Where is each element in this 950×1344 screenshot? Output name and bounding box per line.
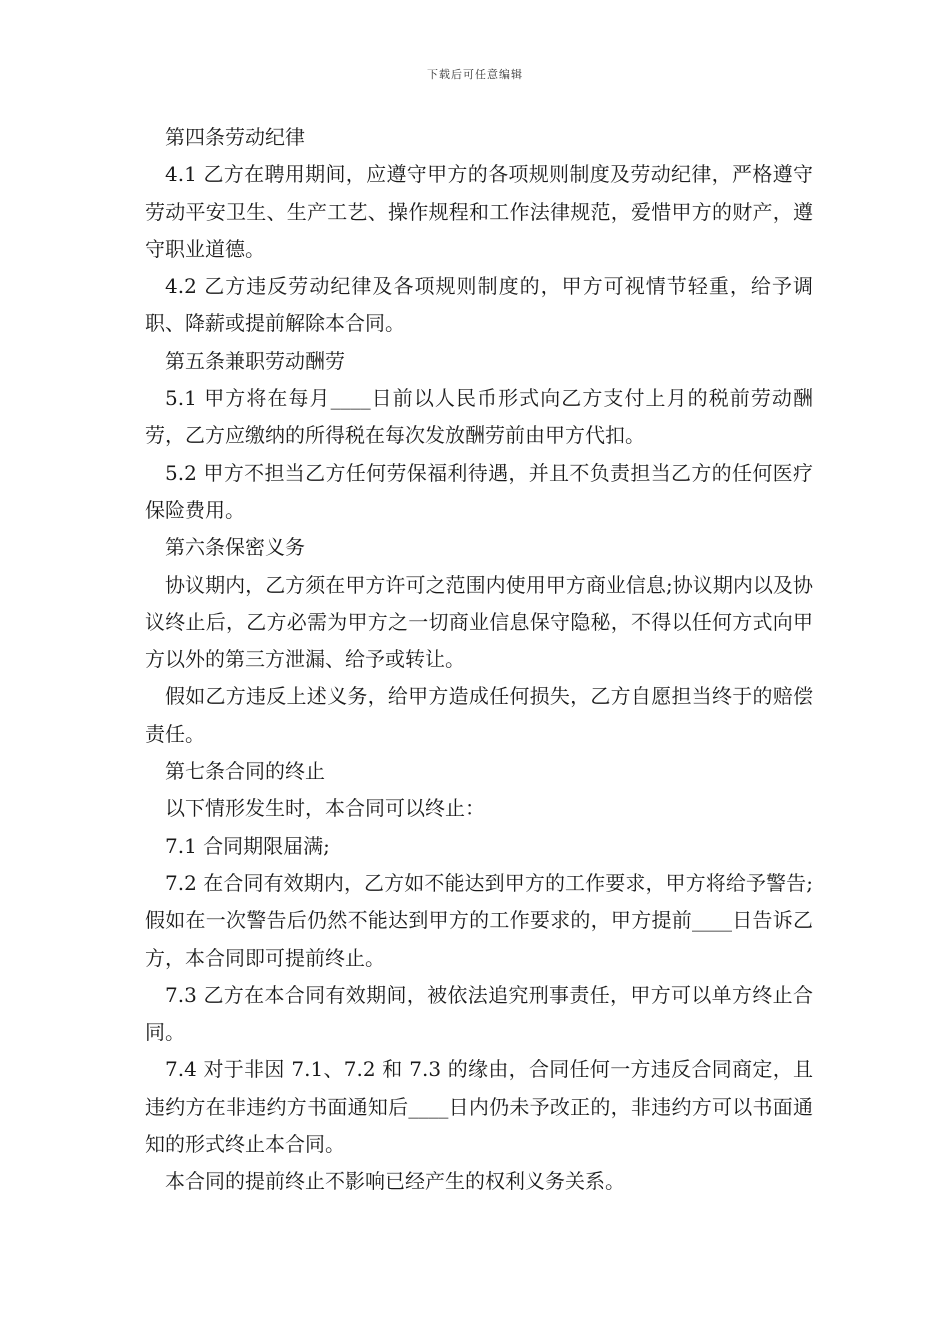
- clause-7-4: 7.4 对于非因 7.1、7.2 和 7.3 的缘由，合同任何一方违反合同商定，且违约方在非违约方书面通知后____日内仍未予改正的，非违约方可以书面通知的形式终止本合同。: [145, 1057, 813, 1157]
- article-6-heading: 第六条保密义务: [165, 535, 305, 560]
- article-5-heading: 第五条兼职劳动酬劳: [165, 348, 345, 373]
- termination-intro: 以下情形发生时，本合同可以终止：: [165, 796, 485, 821]
- page-header: 下载后可任意编辑: [427, 68, 523, 81]
- closing-paragraph: 本合同的提前终止不影响已经产生的权利义务关系。: [165, 1169, 625, 1194]
- document-body: [145, 119, 813, 1201]
- confidentiality-paragraph: 协议期内，乙方须在甲方许可之范围内使用甲方商业信息;协议期内以及协议终止后，乙方必需为甲方之一切商业信息保守隐秘，不得以任何方式向甲方以外的第三方泄漏、给予或转让。: [145, 572, 813, 672]
- article-7-heading: 第七条合同的终止: [165, 759, 325, 784]
- clause-7-1: 7.1 合同期限届满;: [165, 833, 330, 858]
- clause-4-2: 4.2 乙方违反劳动纪律及各项规则制度的，甲方可视情节轻重，给予调职、降薪或提前解除本合同。: [145, 274, 813, 336]
- article-4-heading: 第四条劳动纪律: [165, 125, 305, 149]
- clause-5-1: 5.1 甲方将在每月____日前以人民币形式向乙方支付上月的税前劳动酬劳，乙方应缴纳的所得税在每次发放酬劳前由甲方代扣。: [145, 386, 813, 448]
- clause-5-2: 5.2 甲方不担当乙方任何劳保福利待遇，并且不负责担当乙方的任何医疗保险费用。: [145, 460, 813, 522]
- liability-paragraph: 假如乙方违反上述义务，给甲方造成任何损失，乙方自愿担当终于的赔偿责任。: [145, 684, 813, 746]
- clause-4-1: 4.1 乙方在聘用期间，应遵守甲方的各项规则制度及劳动纪律，严格遵守劳动平安卫生、生产工艺、操作规程和工作法律规范，爱惜甲方的财产，遵守职业道德。: [145, 162, 813, 261]
- clause-7-2: 7.2 在合同有效期内，乙方如不能达到甲方的工作要求，甲方将给予警告;假如在一次警告后仍然不能达到甲方的工作要求的，甲方提前____日告诉乙方，本合同即可提前终止。: [145, 870, 813, 970]
- clause-7-3: 7.3 乙方在本合同有效期间，被依法追究刑事责任，甲方可以单方终止合同。: [145, 982, 813, 1045]
